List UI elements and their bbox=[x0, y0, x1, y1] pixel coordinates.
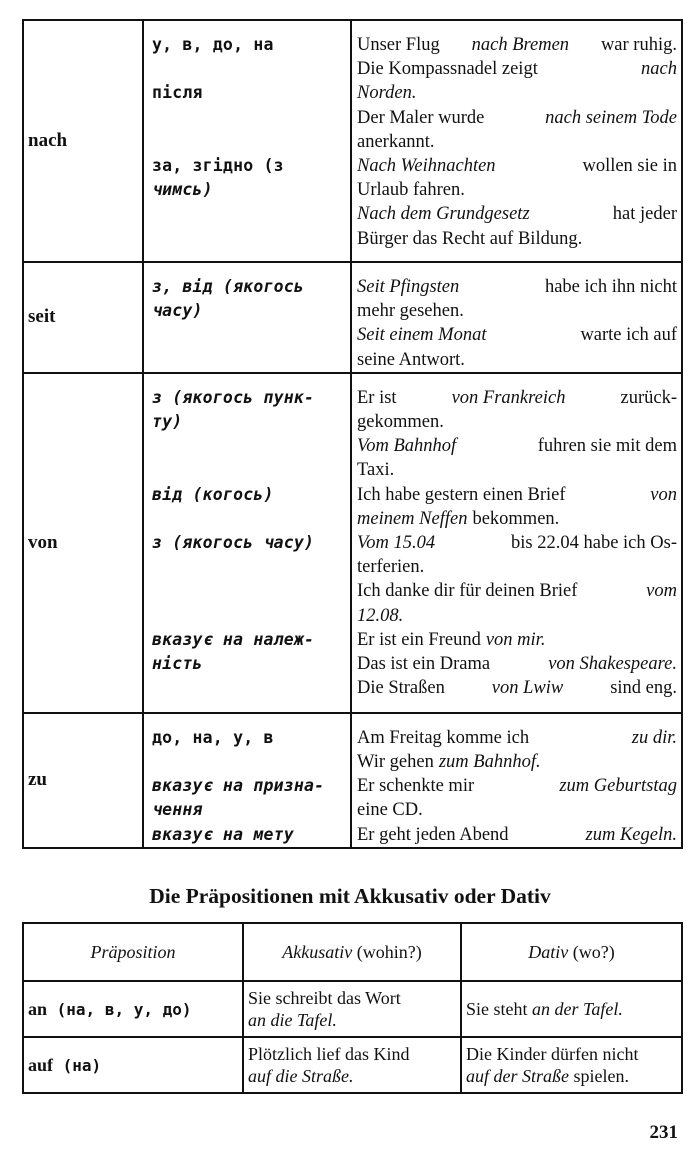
example-line: Er geht jeden Abend zum Kegeln. bbox=[357, 824, 677, 845]
example-cell bbox=[351, 713, 682, 848]
example-cell bbox=[351, 20, 682, 262]
example-line: Taxi. bbox=[357, 460, 395, 481]
meaning-line: вказує на мету bbox=[152, 824, 294, 844]
example-line: Nach Weihnachten wollen sie in bbox=[357, 156, 677, 177]
example-line: Vom Bahnhof fuhren sie mit dem bbox=[357, 436, 677, 457]
meaning-line bbox=[152, 604, 348, 628]
meaning-line: за, згідно (з bbox=[152, 155, 284, 175]
table-row bbox=[23, 1037, 682, 1093]
example-line: Norden. bbox=[357, 83, 417, 104]
example-line: 12.08. bbox=[357, 605, 404, 626]
preposition-cell: von bbox=[23, 373, 143, 713]
dat-line: auf der Straße spielen. bbox=[466, 1066, 629, 1086]
akkusativ-cell bbox=[243, 981, 461, 1037]
example-line: Das ist ein Drama von Shakespeare. bbox=[357, 654, 677, 675]
example-line: Bürger das Recht auf Bildung. bbox=[357, 228, 583, 249]
akk-line: Sie schreibt das Wort bbox=[248, 988, 401, 1008]
example-line: Wir gehen zum Bahnhof. bbox=[357, 752, 541, 773]
example-line: eine CD. bbox=[357, 800, 423, 821]
example-line: Die Kompassnadel zeigt nach bbox=[357, 59, 677, 80]
table-row bbox=[23, 20, 682, 262]
example-line: terferien. bbox=[357, 557, 425, 578]
prep-cell: an (на, в, у, до) bbox=[23, 981, 243, 1037]
meaning-line bbox=[152, 507, 348, 531]
section-heading: Die Präpositionen mit Akkusativ oder Dativ bbox=[149, 884, 551, 908]
example-line: Urlaub fahren. bbox=[357, 180, 465, 201]
dativ-cell: Sie steht an der Tafel. bbox=[461, 981, 682, 1037]
meaning-line bbox=[152, 434, 348, 458]
example-line: gekommen. bbox=[357, 412, 444, 433]
meaning-line bbox=[152, 130, 348, 154]
meaning-line: з, від (якогось bbox=[152, 277, 305, 296]
meaning-line: чення bbox=[152, 800, 203, 820]
table-row bbox=[23, 262, 682, 373]
example-line: Seit einem Monat warte ich auf bbox=[357, 325, 677, 346]
example-line: Ich danke dir für deinen Brief vom bbox=[357, 581, 677, 602]
header-praeposition: Präposition bbox=[23, 923, 243, 981]
prepositions-akk-dat-table bbox=[22, 922, 683, 1094]
example-line: Der Maler wurde nach seinem Tode bbox=[357, 107, 677, 128]
akk-line: an die Tafel. bbox=[248, 1010, 337, 1030]
example-line: Seit Pfingsten habe ich ihn nicht bbox=[357, 277, 677, 297]
example-line: seine Antwort. bbox=[357, 349, 465, 370]
prepositions-dative-table bbox=[22, 19, 683, 849]
dativ-cell bbox=[461, 1037, 682, 1093]
meaning-line: чимсь) bbox=[152, 180, 213, 200]
meaning-line bbox=[152, 579, 348, 603]
meaning-line bbox=[152, 555, 348, 579]
ukrainian-meaning-cell bbox=[143, 262, 351, 373]
meaning-line: вказує на належ- bbox=[152, 629, 315, 649]
meaning-line: часу) bbox=[152, 301, 203, 321]
example-line: anerkannt. bbox=[357, 131, 435, 152]
example-cell bbox=[351, 262, 682, 373]
table2-header-row bbox=[23, 923, 682, 981]
preposition-cell: seit bbox=[23, 262, 143, 373]
meaning-line: ту) bbox=[152, 412, 183, 432]
meaning-line: до, на, у, в bbox=[152, 727, 274, 747]
ukrainian-meaning-cell bbox=[143, 20, 351, 262]
meaning-line bbox=[152, 458, 348, 482]
preposition-cell: zu bbox=[23, 713, 143, 848]
example-line: Am Freitag komme ich zu dir. bbox=[357, 727, 677, 748]
example-line: Vom 15.04 bis 22.04 habe ich Os- bbox=[357, 533, 677, 554]
meaning-line: вказує на призна- bbox=[152, 776, 325, 796]
example-line: Nach dem Grundgesetz hat jeder bbox=[357, 204, 677, 225]
table-row bbox=[23, 373, 682, 713]
table-row bbox=[23, 713, 682, 848]
akk-line: Plötzlich lief das Kind bbox=[248, 1044, 410, 1064]
example-line: mehr gesehen. bbox=[357, 301, 464, 322]
header-akkusativ: Akkusativ (wohin?) bbox=[243, 923, 461, 981]
ukrainian-meaning-cell bbox=[143, 373, 351, 713]
meaning-line: після bbox=[152, 83, 203, 103]
meaning-line bbox=[152, 57, 348, 81]
dat-line: Die Kinder dürfen nicht bbox=[466, 1044, 639, 1064]
meaning-line: ність bbox=[152, 653, 203, 673]
meaning-line bbox=[152, 750, 348, 774]
preposition-cell: nach bbox=[23, 20, 143, 262]
header-dativ: Dativ (wo?) bbox=[461, 923, 682, 981]
prep-cell: auf (на) bbox=[23, 1037, 243, 1093]
example-line: Er ist ein Freund von mir. bbox=[357, 629, 546, 650]
example-line: Er schenkte mir zum Geburtstag bbox=[357, 776, 677, 797]
example-line: Ich habe gestern einen Brief von bbox=[357, 484, 677, 505]
example-line: Er ist von Frankreich zurück- bbox=[357, 387, 677, 408]
meaning-line bbox=[152, 106, 348, 130]
example-line: Unser Flug nach Bremen war ruhig. bbox=[357, 35, 677, 55]
akk-line: auf die Straße. bbox=[248, 1066, 354, 1086]
example-line: meinem Neffen bekommen. bbox=[357, 508, 560, 529]
meaning-line: з (якогось часу) bbox=[152, 532, 315, 552]
page-number: 231 bbox=[649, 1122, 678, 1143]
akkusativ-cell bbox=[243, 1037, 461, 1093]
example-cell bbox=[351, 373, 682, 713]
meaning-line: від (когось) bbox=[152, 484, 274, 504]
example-line: Die Straßen von Lwiw sind eng. bbox=[357, 678, 677, 699]
ukrainian-meaning-cell bbox=[143, 713, 351, 848]
table-row bbox=[23, 981, 682, 1037]
meaning-line: у, в, до, на bbox=[152, 35, 274, 54]
meaning-line: з (якогось пунк- bbox=[152, 387, 315, 407]
